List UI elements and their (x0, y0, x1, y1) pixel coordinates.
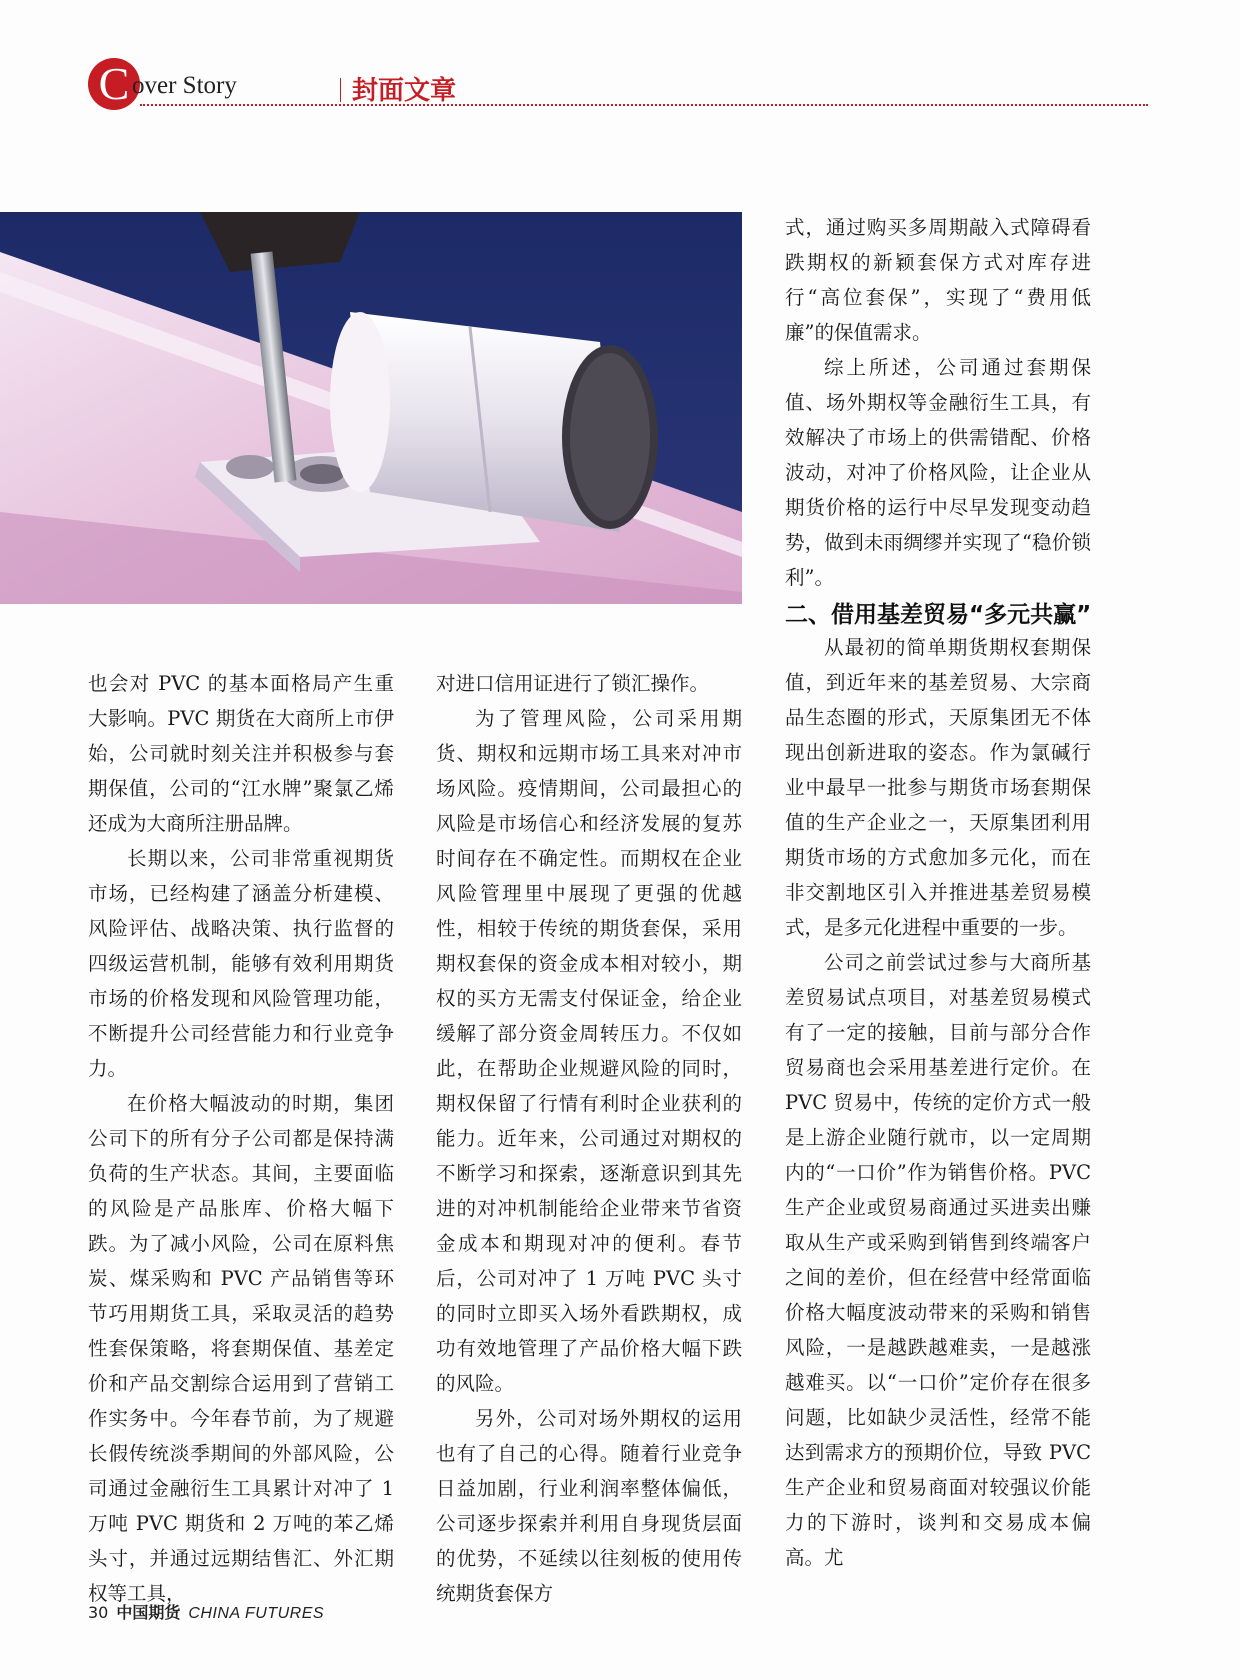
article-photo (0, 212, 742, 604)
magazine-name-cn: 中国期货 (116, 1603, 181, 1622)
magazine-name-en: CHINA FUTURES (188, 1605, 325, 1622)
paragraph: 综上所述，公司通过套期保值、场外期权等金融衍生工具，有效解决了市场上的供需错配、价格波动，对冲了价格风险，让企业从期货价格的运行中尽早发现变动趋势，做到未雨绸缪并实现了“稳价锁利”。 (785, 356, 1091, 589)
header-divider (340, 78, 341, 102)
column-1 (88, 666, 394, 1611)
paragraph: 另外，公司对场外期权的运用也有了自己的心得。随着行业竞争日益加剧，行业利润率整体偏低，公司逐步探索并利用自身现货层面的优势，不延续以往刻板的使用传统期货套保方 (436, 1407, 742, 1605)
paragraph: 公司之前尝试过参与大商所基差贸易试点项目，对基差贸易模式有了一定的接触，目前与部分合作贸易商也会采用基差进行定价。在 PVC 贸易中，传统的定价方式一般是上游企业随行就市，以一定周期内的“一口价”作为销售价格。PVC 生产企业或贸易商通过买进卖出赚取从生产或采购到销售到终端客户之间的差价，但在经营中经常面临价格大幅度波动带来的采购和销售风险，一是越跌越难卖，一是越涨越难买。以“一口价”定价存在很多问题，比如缺少灵活性，经常不能达到需求方的预期价位，导致 PVC 生产企业和贸易商面对较强议价能力的下游时，谈判和交易成本偏高。尤 (785, 951, 1091, 1569)
column-2 (436, 666, 742, 1611)
column-3-bottom (785, 630, 1091, 1575)
section-title-en: over Story (132, 72, 237, 99)
section-header (88, 58, 1148, 112)
section-title-cn: 封面文章 (352, 76, 457, 106)
header-dotted-rule (140, 104, 1148, 106)
pvc-hinge-drill-photo-icon (0, 212, 742, 604)
paragraph: 为了管理风险，公司采用期货、期权和远期市场工具来对冲市场风险。疫情期间，公司最担心的风险是市场信心和经济发展的复苏时间存在不确定性。而期权在企业风险管理里中展现了更强的优越性，相较于传统的期货套保，采用期权套保的资金成本相对较小，期权的买方无需支付保证金，给企业缓解了部分资金周转压力。不仅如此，在帮助企业规避风险的同时，期权保留了行情有利时企业获利的能力。近年来，公司通过对期权的不断学习和探索，逐渐意识到其先进的对冲机制能给企业带来节省资金成本和期现对冲的便利。春节后，公司对冲了 1 万吨 PVC 头寸的同时立即买入场外看跌期权，成功有效地管理了产品价格大幅下跌的风险。 (436, 707, 742, 1395)
section-heading: 二、借用基差贸易“多元共赢” (785, 602, 1092, 628)
column-3-top (785, 210, 1091, 595)
page-footer (88, 1600, 324, 1623)
paragraph: 在价格大幅波动的时期，集团公司下的所有分子公司都是保持满负荷的生产状态。其间，主要面临的风险是产品胀库、价格大幅下跌。为了减小风险，公司在原料焦炭、煤采购和 PVC 产品销售等环节巧用期货工具，采取灵活的趋势性套保策略，将套期保值、基差定价和产品交割综合运用到了营销工作实务中。今年春节前，为了规避长假传统淡季期间的外部风险，公司通过金融衍生工具累计对冲了 1 万吨 PVC 期货和 2 万吨的苯乙烯头寸，并通过远期结售汇、外汇期权等工具， (88, 1092, 394, 1605)
cover-story-initial: C (88, 58, 140, 110)
paragraph: 对进口信用证进行了锁汇操作。 (436, 672, 710, 695)
page-number: 30 (88, 1603, 109, 1622)
paragraph: 长期以来，公司非常重视期货市场，已经构建了涵盖分析建模、风险评估、战略决策、执行监督的四级运营机制，能够有效利用期货市场的价格发现和风险管理功能，不断提升公司经营能力和行业竞争力。 (88, 847, 394, 1080)
paragraph: 式，通过购买多周期敲入式障碍看跌期权的新颖套保方式对库存进行“高位套保”，实现了“费用低廉”的保值需求。 (785, 216, 1091, 344)
paragraph: 也会对 PVC 的基本面格局产生重大影响。PVC 期货在大商所上市伊始，公司就时刻关注并积极参与套期保值，公司的“江水牌”聚氯乙烯还成为大商所注册品牌。 (88, 672, 394, 835)
paragraph: 从最初的简单期货期权套期保值，到近年来的基差贸易、大宗商品生态圈的形式，天原集团无不体现出创新进取的姿态。作为氯碱行业中最早一批参与期货市场套期保值的生产企业之一，天原集团利用期货市场的方式愈加多元化，而在非交割地区引入并推进基差贸易模式，是多元化进程中重要的一步。 (785, 636, 1091, 939)
